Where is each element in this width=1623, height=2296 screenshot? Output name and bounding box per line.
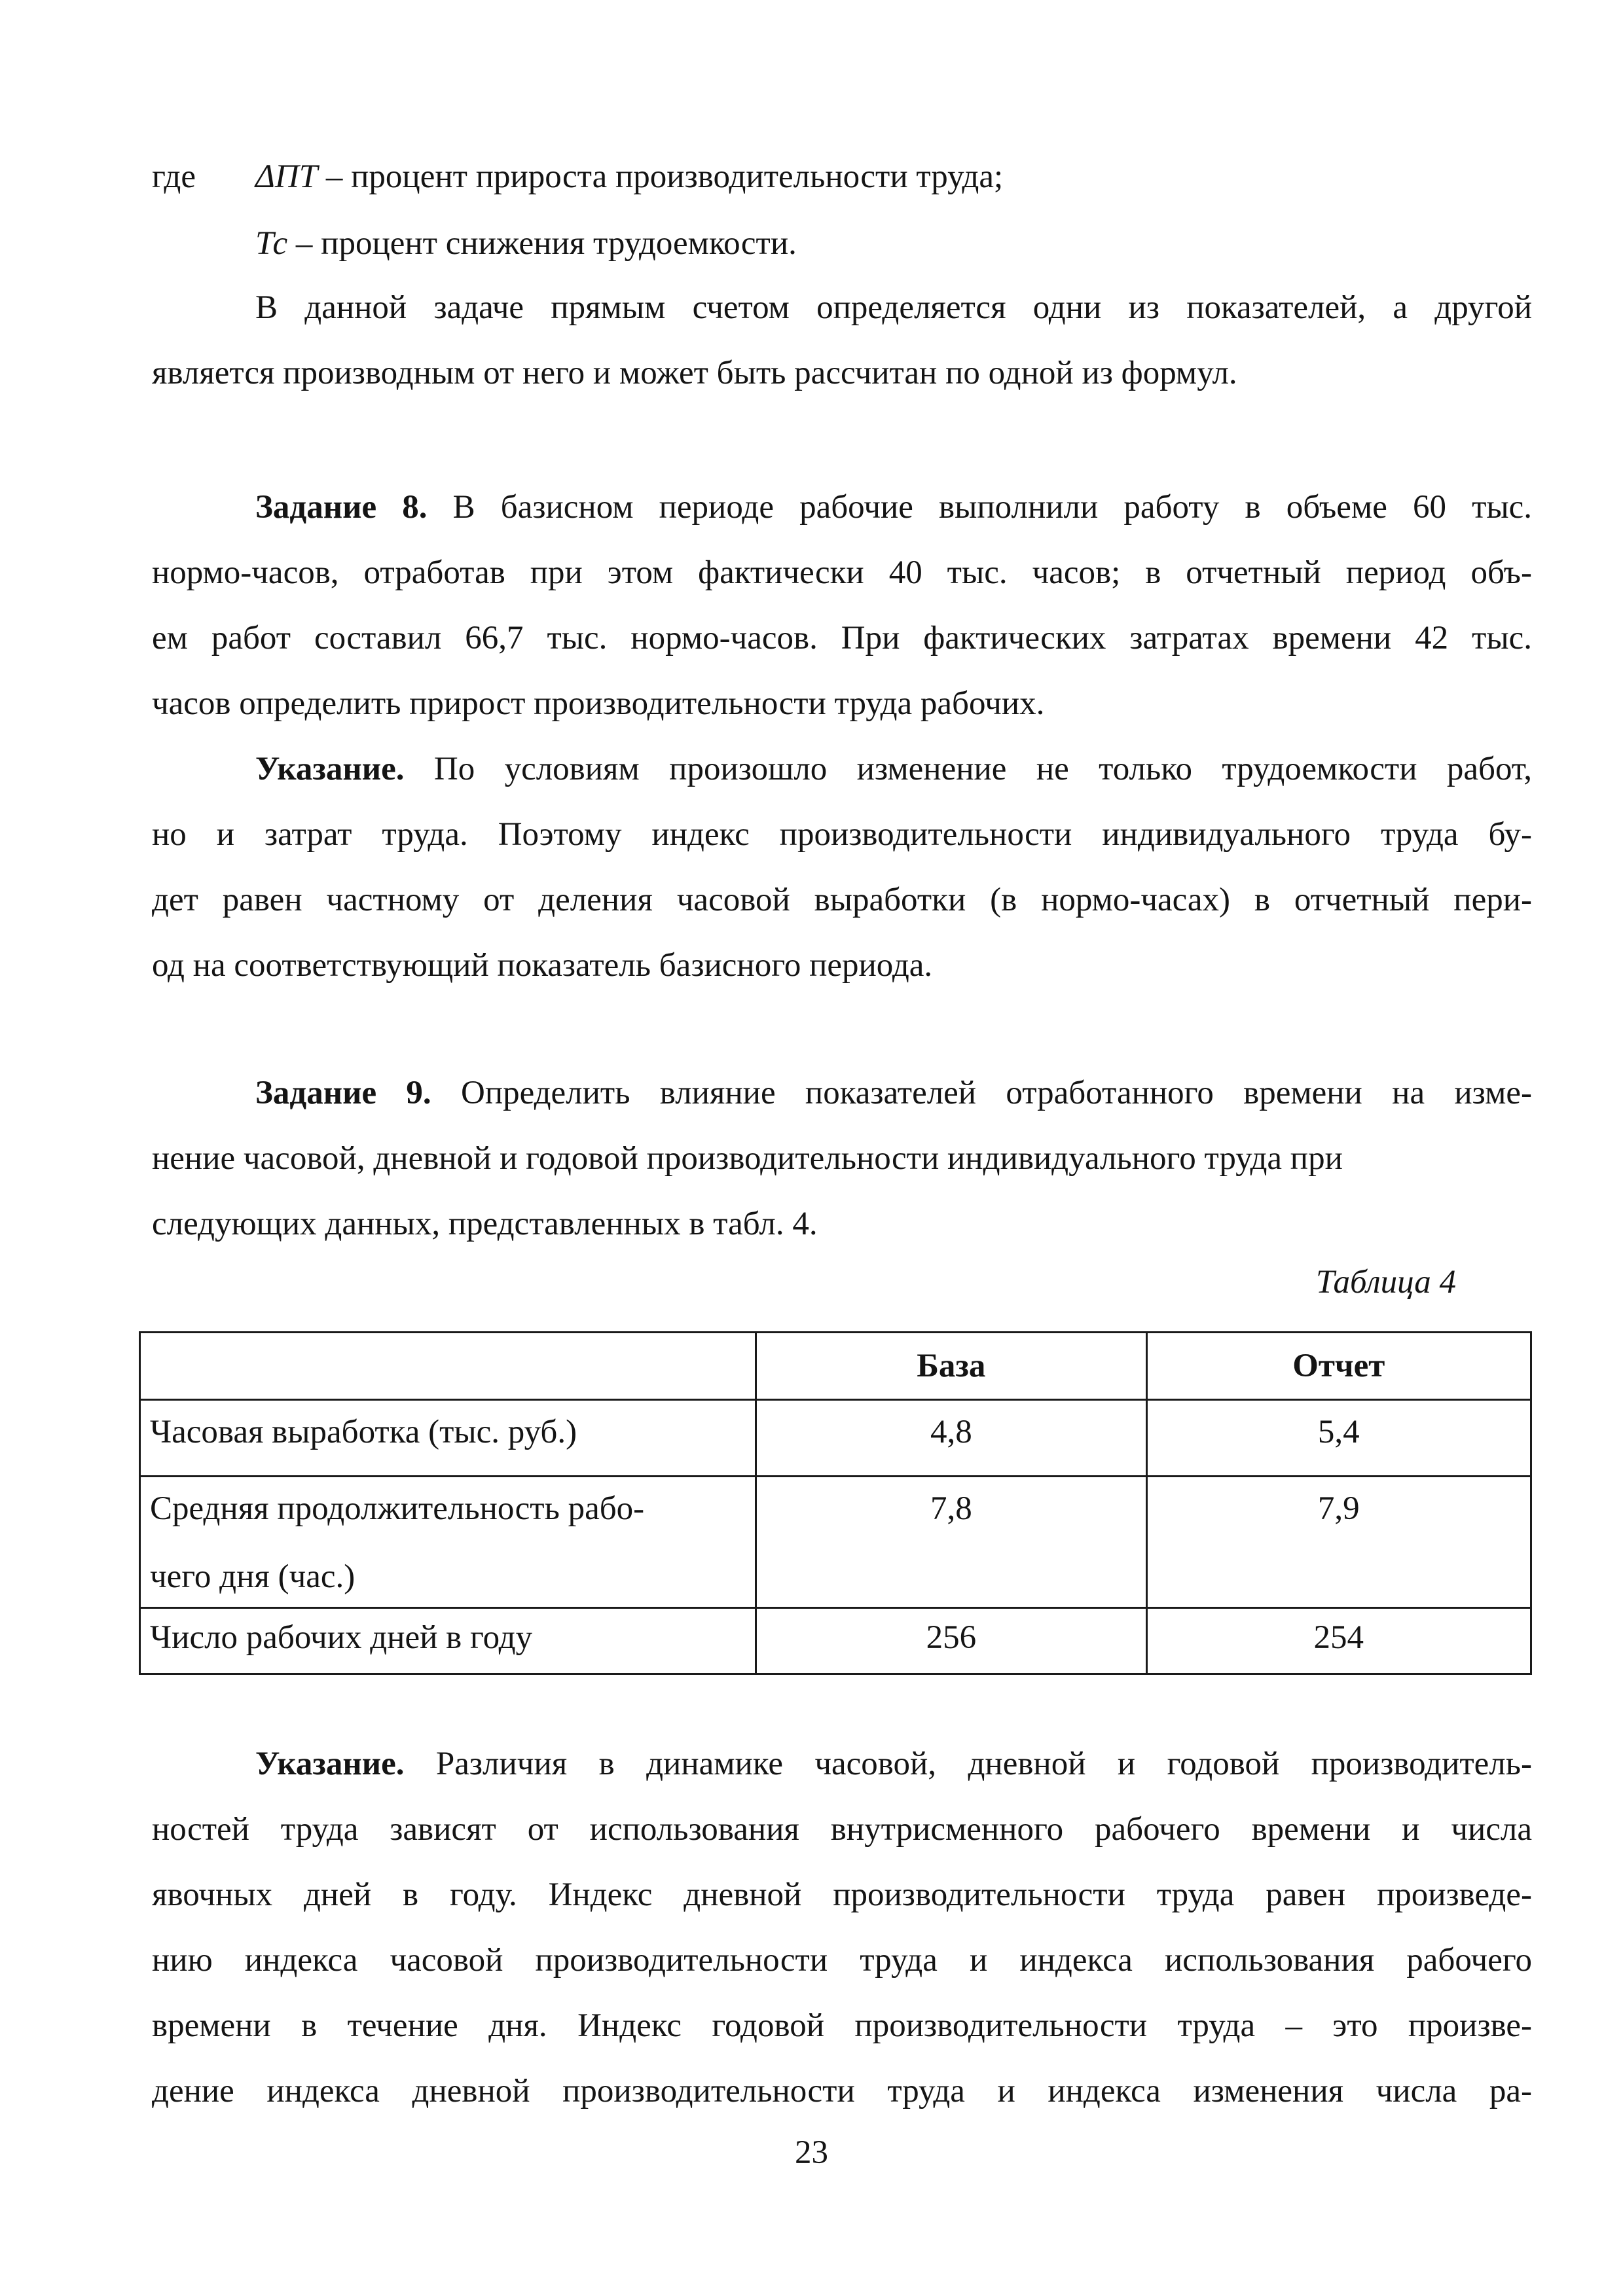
- page-number: 23: [795, 2134, 828, 2171]
- table-row: [140, 1477, 1531, 1608]
- row-label-line-2: чего дня (час.): [150, 1558, 356, 1595]
- hint9-line-1: [255, 1744, 1532, 1784]
- row-report-value: 254: [1146, 1608, 1531, 1674]
- task9-line-2: нение часовой, дневной и годовой производительности индивидуального труда при: [152, 1140, 1343, 1177]
- data-table: [139, 1331, 1532, 1675]
- table-header-row: [140, 1333, 1531, 1400]
- row-label: Часовая выработка (тыс. руб.): [140, 1400, 756, 1477]
- task8-line-1-text: В базисном периоде рабочие выполнили работу в объеме 60 тыс.: [427, 489, 1533, 526]
- row-base-value: 7,8: [756, 1477, 1146, 1608]
- row-label-line-1: Средняя продолжительность рабо-: [150, 1490, 645, 1527]
- hint8-line-1-text: По условиям произошло изменение не только трудоемкости работ,: [404, 751, 1532, 787]
- delta-pt-description: – процент прироста производительности труда;: [318, 158, 1004, 195]
- hint9-line-1-text: Различия в динамике часовой, дневной и годовой производитель-: [404, 1746, 1532, 1782]
- task9-line-1-text: Определить влияние показателей отработанного времени на изме-: [431, 1075, 1532, 1111]
- hint8-line-4: од на соответствующий показатель базисного периода.: [152, 947, 933, 984]
- hint8-line-1: [255, 749, 1532, 789]
- task8-line-4: часов определить прирост производительности труда рабочих.: [152, 685, 1045, 722]
- hint9-line-2: ностей труда зависят от использования внутрисменного рабочего времени и числа: [152, 1811, 1532, 1848]
- row-label: [140, 1477, 756, 1608]
- row-base-value: 4,8: [756, 1400, 1146, 1477]
- hint8-line-3: дет равен частному от деления часовой выработки (в нормо-часах) в отчетный пери-: [152, 882, 1532, 918]
- task8-line-2: нормо-часов, отработав при этом фактически 40 тыс. часов; в отчетный период объ-: [152, 554, 1532, 591]
- delta-pt-definition: [255, 157, 1003, 196]
- where-word: где: [152, 158, 196, 195]
- table-header-empty: [140, 1333, 756, 1400]
- task9-line-1: [255, 1073, 1532, 1113]
- hint8-line-2: но и затрат труда. Поэтому индекс производительности индивидуального труда бу-: [152, 816, 1532, 853]
- hint9-line-5: времени в течение дня. Индекс годовой производительности труда – это произве-: [152, 2007, 1532, 2044]
- task9-line-3: следующих данных, представленных в табл. 4.: [152, 1206, 818, 1242]
- task8-line-1: [255, 488, 1532, 527]
- row-label: Число рабочих дней в году: [140, 1608, 756, 1674]
- tc-definition: [255, 224, 797, 263]
- table-row: [140, 1400, 1531, 1477]
- row-report-value: 5,4: [1146, 1400, 1531, 1477]
- tc-symbol: Тс: [255, 225, 288, 262]
- task9-label: Задание 9.: [255, 1075, 431, 1111]
- hint9-label: Указание.: [255, 1746, 405, 1782]
- task8-label: Задание 8.: [255, 489, 428, 526]
- intro-line-1: В данной задаче прямым счетом определяется одни из показателей, а другой: [255, 289, 1532, 326]
- hint9-line-6: дение индекса дневной производительности труда и индекса изменения числа ра-: [152, 2073, 1532, 2109]
- row-base-value: 256: [756, 1608, 1146, 1674]
- row-report-value: 7,9: [1146, 1477, 1531, 1608]
- intro-line-2: является производным от него и может быть рассчитан по одной из формул.: [152, 355, 1237, 391]
- hint9-line-4: нию индекса часовой производительности труда и индекса использования рабочего: [152, 1942, 1532, 1979]
- table-row: [140, 1608, 1531, 1674]
- table-caption: Таблица 4: [1316, 1264, 1457, 1300]
- hint8-label: Указание.: [255, 751, 405, 787]
- hint9-line-3: явочных дней в году. Индекс дневной производительности труда равен произведе-: [152, 1876, 1532, 1913]
- tc-description: – процент снижения трудоемкости.: [287, 225, 797, 262]
- table-header-report: Отчет: [1146, 1333, 1531, 1400]
- delta-pt-symbol: ΔПТ: [255, 158, 318, 195]
- task8-line-3: ем работ составил 66,7 тыс. нормо-часов. При фактических затратах времени 42 тыс.: [152, 620, 1532, 656]
- table-header-base: База: [756, 1333, 1146, 1400]
